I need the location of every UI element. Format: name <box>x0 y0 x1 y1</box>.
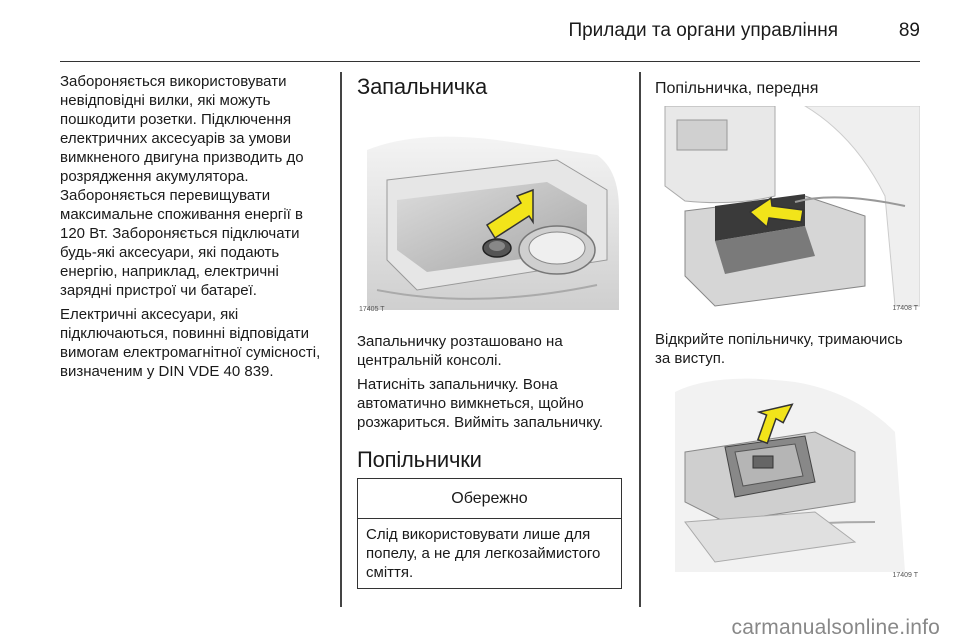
column-divider <box>340 72 342 607</box>
column-divider <box>639 72 641 607</box>
section-heading-front-ashtray: Попільничка, передня <box>655 80 819 97</box>
caution-box <box>357 478 622 589</box>
cigarette-lighter-illustration <box>357 110 625 318</box>
front-ashtray-handle-illustration <box>655 372 920 584</box>
figure-code: 17405 T <box>359 306 385 313</box>
paragraph: Електричні аксесуари, які підключаються, повинні відповідати вимогам електромагнітної сумісності, визначеним у DIN VDE 40 839. <box>60 306 321 380</box>
caution-title: Обережно <box>358 479 621 519</box>
watermark: carmanualsonline.info <box>731 616 940 639</box>
lighter-text <box>357 332 625 437</box>
section-heading-ashtrays: Попільнички <box>357 447 482 472</box>
ashtrays-heading-wrap <box>357 447 625 473</box>
page-header <box>60 0 920 62</box>
column-left <box>60 72 322 386</box>
caution-text: Слід використовувати лише для попелу, а не для легкозаймистого сміття. <box>366 526 601 581</box>
section-heading-lighter: Запальничка <box>357 74 488 99</box>
figure-front-ashtray-closed <box>655 372 920 584</box>
paragraph: Натисніть запальничку. Вона автоматично вимкнеться, щойно розжариться. Вийміть запальничку. <box>357 376 604 431</box>
paragraph: Забороняється використовувати невідповідні вилки, які можуть пошкодити розетки. Підключення електричних аксесуарів за умови вимкненого двигуна призводить до розрядження акумулятора. Забороняється перевищувати максимальне споживання енергії в 120 Вт. Забороняється підключати будь-які аксесуари, які подають енергію, наприклад, електричні зарядні пристрої чи батареї. <box>60 73 304 299</box>
paragraph: Запальничку розташовано на центральній консолі. <box>357 333 563 369</box>
paragraph: Відкрийте попільничку, тримаючись за виступ. <box>655 331 903 367</box>
header-title: Прилади та органи управління <box>568 20 838 41</box>
figure-cigarette-lighter <box>357 110 625 318</box>
figure-code: 17409 T <box>892 572 918 579</box>
front-ashtray-text <box>655 330 920 373</box>
page-number: 89 <box>898 20 920 41</box>
column-middle <box>357 74 625 100</box>
figure-code: 17408 T <box>892 305 918 312</box>
front-ashtray-illustration <box>655 106 920 316</box>
column-right <box>655 80 920 98</box>
figure-front-ashtray-open <box>655 106 920 316</box>
